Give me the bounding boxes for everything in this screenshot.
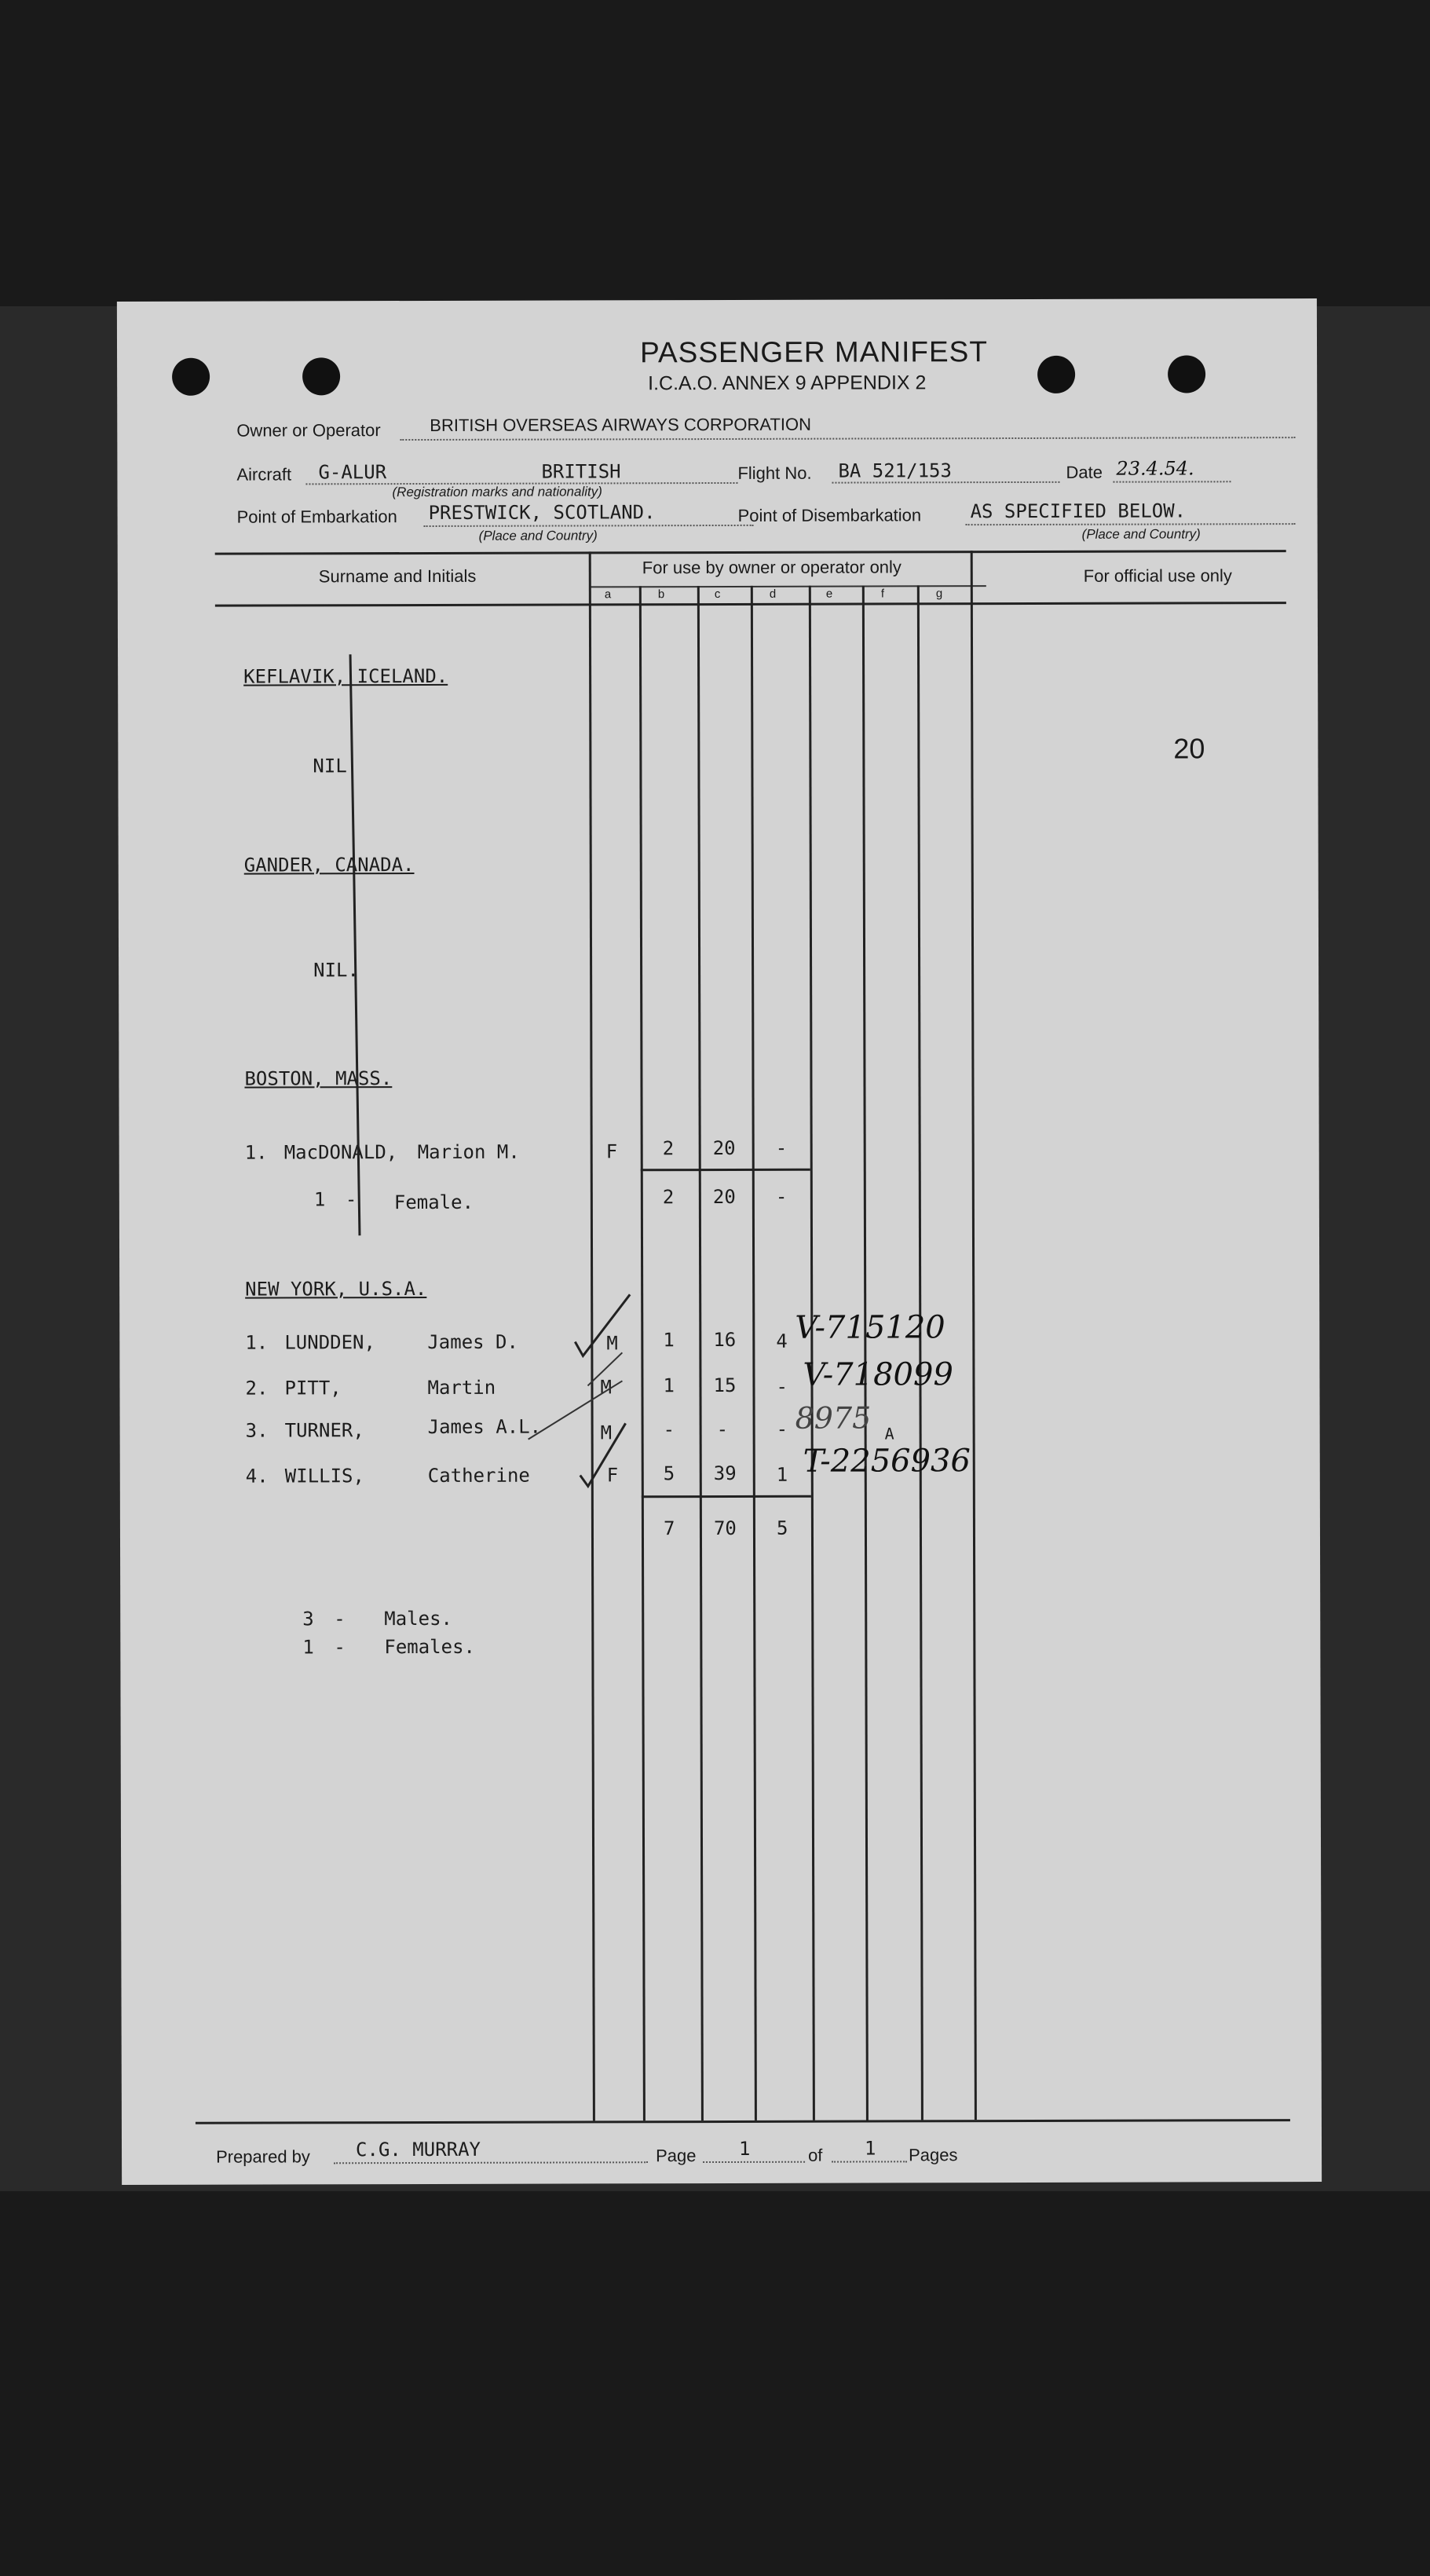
section-new-york: NEW YORK, U.S.A. bbox=[245, 1277, 427, 1301]
section-boston: BOSTON, MASS. bbox=[244, 1067, 393, 1090]
column-d-header: d bbox=[769, 587, 777, 601]
handwritten-number: V-715120 bbox=[795, 1309, 945, 1346]
of-label: of bbox=[808, 2145, 823, 2165]
manifest-subtitle: I.C.A.O. ANNEX 9 APPENDIX 2 bbox=[648, 371, 927, 395]
handwritten-number: V-718099 bbox=[803, 1356, 953, 1393]
flight-value: BA 521/153 bbox=[838, 459, 952, 482]
prepared-by-label: Prepared by bbox=[216, 2146, 310, 2167]
passenger-surname: WILLIS, bbox=[284, 1465, 364, 1487]
aircraft-note: (Registration marks and nationality) bbox=[392, 484, 602, 500]
manifest-page bbox=[117, 298, 1322, 2185]
embarkation-label: Point of Embarkation bbox=[236, 507, 397, 527]
summary-col-c: 20 bbox=[712, 1185, 736, 1209]
passenger-col-d: 1 bbox=[776, 1463, 788, 1486]
passenger-number: 3. bbox=[245, 1419, 269, 1442]
column-owner-use-header: For use by owner or operator only bbox=[642, 557, 902, 578]
passenger-sex: M bbox=[600, 1376, 612, 1399]
total-col-b: 7 bbox=[663, 1517, 675, 1540]
summary-label: Males. bbox=[384, 1607, 452, 1630]
handwritten-number: 8975 bbox=[795, 1400, 872, 1436]
scan-top-band bbox=[0, 0, 1430, 306]
passenger-col-d: - bbox=[776, 1418, 788, 1440]
aircraft-label: Aircraft bbox=[236, 464, 292, 485]
owner-value: BRITISH OVERSEAS AIRWAYS CORPORATION bbox=[430, 414, 812, 435]
column-official-header: For official use only bbox=[1083, 565, 1232, 586]
passenger-col-c: 16 bbox=[713, 1328, 737, 1352]
aircraft-registration: G-ALUR bbox=[318, 461, 387, 484]
page-label: Page bbox=[656, 2146, 697, 2166]
owner-label: Owner or Operator bbox=[236, 420, 381, 441]
embarkation-value: PRESTWICK, SCOTLAND. bbox=[428, 501, 656, 524]
passenger-sex: F bbox=[606, 1464, 619, 1487]
passenger-col-c: 39 bbox=[713, 1462, 737, 1485]
summary-label: Females. bbox=[384, 1635, 475, 1659]
passenger-first-name: Marion M. bbox=[417, 1140, 520, 1164]
column-g-header: g bbox=[935, 587, 943, 601]
prepared-by-value: C.G. MURRAY bbox=[355, 2138, 481, 2161]
total-col-c: 70 bbox=[713, 1517, 737, 1540]
passenger-surname: MacDONALD, bbox=[283, 1141, 398, 1164]
flight-label: Flight No. bbox=[737, 463, 812, 483]
disembarkation-label: Point of Disembarkation bbox=[737, 505, 922, 525]
aircraft-nationality: BRITISH bbox=[541, 460, 621, 483]
passenger-col-b: 5 bbox=[663, 1462, 675, 1485]
page-dotted-line bbox=[703, 2161, 805, 2163]
section-keflavik: KEFLAVIK, ICELAND. bbox=[243, 664, 448, 688]
scan-bottom-band bbox=[0, 2191, 1430, 2576]
total-col-d: 5 bbox=[776, 1517, 788, 1539]
passenger-first-name: James A.L. bbox=[427, 1415, 542, 1438]
passenger-col-b: - bbox=[663, 1418, 675, 1441]
date-label: Date bbox=[1066, 462, 1103, 482]
passenger-col-c: 20 bbox=[712, 1136, 736, 1160]
summary-label: Female. bbox=[393, 1191, 474, 1214]
passenger-col-b: 1 bbox=[663, 1374, 675, 1397]
passenger-surname: TURNER, bbox=[284, 1419, 364, 1442]
disembarkation-value: AS SPECIFIED BELOW. bbox=[970, 499, 1187, 523]
passenger-sex: M bbox=[600, 1422, 613, 1444]
column-b-header: b bbox=[657, 587, 665, 602]
pages-label: Pages bbox=[909, 2145, 958, 2165]
page-value: 1 bbox=[738, 2137, 751, 2160]
passenger-number: 2. bbox=[245, 1377, 269, 1400]
passenger-sex: F bbox=[605, 1140, 618, 1163]
passenger-number: 4. bbox=[245, 1465, 269, 1487]
passenger-col-d: - bbox=[775, 1136, 788, 1159]
passenger-sex: M bbox=[606, 1332, 618, 1355]
official-number: 20 bbox=[1173, 732, 1205, 765]
summary-dash: - bbox=[334, 1608, 346, 1630]
handwritten-suffix: A bbox=[884, 1424, 894, 1444]
pencil-marks bbox=[117, 298, 1322, 2185]
passenger-first-name: Martin bbox=[427, 1376, 496, 1399]
passenger-col-b: 1 bbox=[663, 1329, 675, 1352]
summary-count: 3 bbox=[302, 1608, 314, 1630]
summary-dash: - bbox=[345, 1188, 357, 1211]
passenger-col-d: - bbox=[776, 1375, 788, 1398]
section-keflavik-nil: NIL bbox=[313, 755, 347, 778]
manifest-title: PASSENGER MANIFEST bbox=[639, 335, 988, 369]
column-surname-header: Surname and Initials bbox=[318, 565, 477, 587]
section-gander-nil: NIL. bbox=[313, 959, 359, 982]
of-value: 1 bbox=[864, 2137, 876, 2160]
passenger-col-d: 4 bbox=[776, 1330, 788, 1352]
passenger-number: 1. bbox=[245, 1331, 269, 1354]
disembarkation-note: (Place and Country) bbox=[1081, 526, 1201, 542]
column-e-header: e bbox=[825, 587, 833, 601]
summary-col-d: - bbox=[775, 1185, 788, 1208]
passenger-first-name: James D. bbox=[427, 1330, 518, 1353]
section-gander: GANDER, CANADA. bbox=[243, 854, 415, 876]
passenger-number: 1. bbox=[244, 1141, 268, 1164]
summary-col-b: 2 bbox=[662, 1186, 675, 1209]
passenger-col-b: 2 bbox=[662, 1137, 675, 1160]
passenger-col-c: - bbox=[716, 1418, 729, 1441]
passenger-surname: PITT, bbox=[284, 1377, 342, 1400]
column-f-header: f bbox=[880, 587, 885, 601]
handwritten-number: T-2256936 bbox=[803, 1443, 971, 1480]
of-dotted-line bbox=[832, 2161, 907, 2162]
column-c-header: c bbox=[714, 587, 721, 602]
passenger-col-c: 15 bbox=[713, 1374, 737, 1397]
summary-dash: - bbox=[334, 1636, 346, 1659]
passenger-surname: LUNDDEN, bbox=[284, 1331, 375, 1354]
column-a-header: a bbox=[604, 587, 612, 602]
embarkation-note: (Place and Country) bbox=[478, 528, 598, 543]
summary-count: 1 bbox=[313, 1188, 326, 1211]
passenger-first-name: Catherine bbox=[427, 1464, 530, 1487]
date-value: 23.4.54. bbox=[1116, 457, 1194, 480]
summary-count: 1 bbox=[302, 1636, 314, 1659]
